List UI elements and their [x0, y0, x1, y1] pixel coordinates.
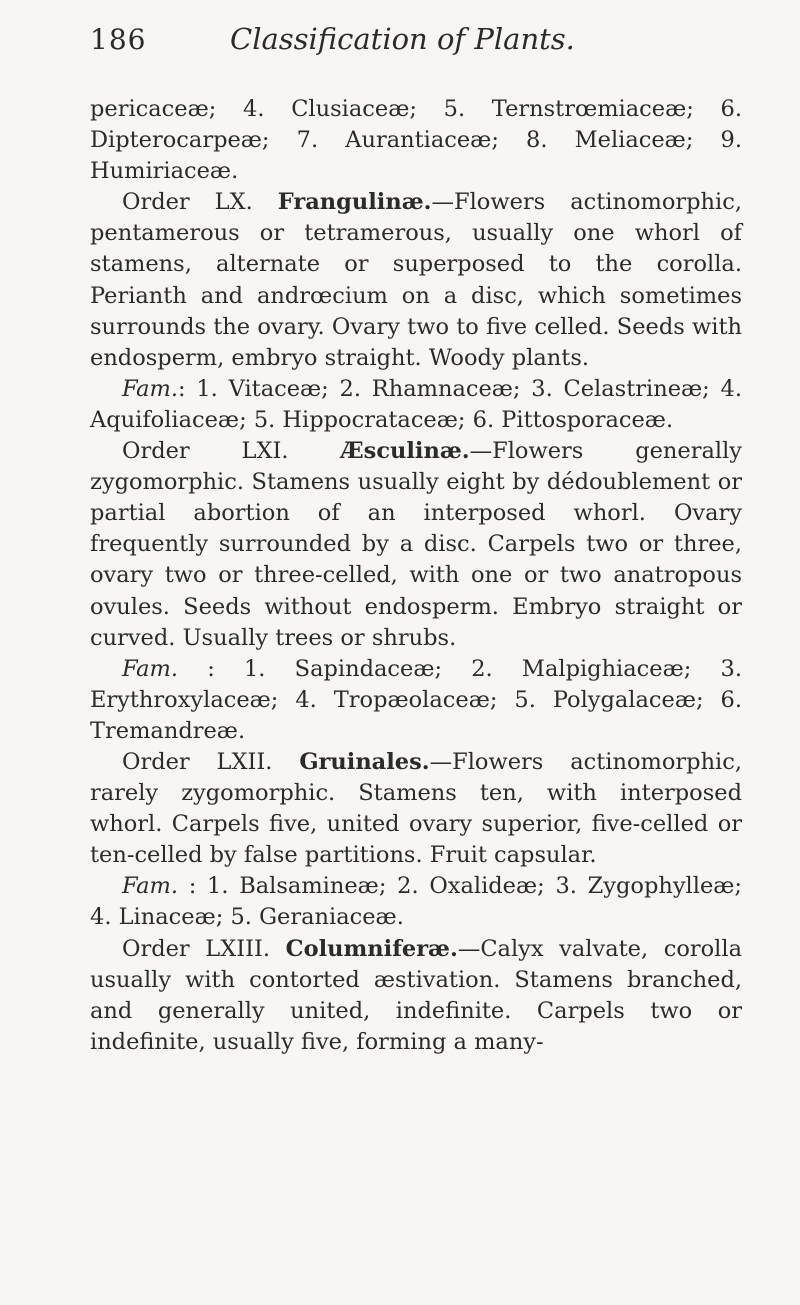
families-list: : 1. Vitaceæ; 2. Rhamnaceæ; 3. Celastrineæ; 4. Aquifoliaceæ; 5. Hippocrataceæ; 6. Pittosporaceæ.: [90, 375, 742, 433]
paragraph-text: pericaceæ; 4. Clusiaceæ; 5. Ternstrœmiaceæ; 6. Dipterocarpeæ; 7. Aurantiaceæ; 8. Meliaceæ; 9. Humiriaceæ.: [90, 96, 742, 185]
order-label: Order LXIII.: [122, 935, 271, 962]
families-label: Fam.: [122, 873, 178, 900]
paragraph-order-lxii: [90, 747, 742, 871]
order-description: —Flowers actinomorphic, rarely zygomorphic. Stamens ten, with interposed whorl. Carpels five, united ovary superior, five-celled or ten-celled by false partitions. Fruit capsular.: [90, 748, 743, 869]
order-name: Columniferæ.: [285, 935, 458, 962]
paragraph-order-lxi: [90, 436, 742, 654]
order-label: Order LXI.: [122, 438, 289, 465]
paragraph-continuation: [90, 94, 742, 187]
order-description: —Calyx valvate, corolla usually with contorted æstivation. Stamens branched, and generally united, indefinite. Carpels two or indefinite, usually five, forming a many-: [90, 935, 742, 1055]
paragraph-order-lxiii: [90, 934, 742, 1058]
body-text: [90, 94, 742, 1058]
order-label: Order LX.: [122, 189, 253, 216]
order-description: —Flowers generally zygomorphic. Stamens usually eight by dédoublement or partial abortion of an interposed whorl. Ovary frequently surrounded by a disc. Carpels two or three, ovary two or three-celled, with one or two anatropous ovules. Seeds without endosperm. Embryo straight or curved. Usually trees or shrubs.: [90, 438, 743, 651]
paragraph-families-lxi: [90, 654, 742, 747]
page-number: 186: [90, 23, 147, 56]
order-name: Frangulinæ.: [277, 189, 432, 216]
paragraph-families-lx: [90, 374, 742, 436]
families-list: : 1. Balsamineæ; 2. Oxalideæ; 3. Zygophylleæ; 4. Linaceæ; 5. Geraniaceæ.: [90, 873, 742, 931]
running-title: Classification of Plants.: [230, 22, 575, 56]
families-label: Fam.: [122, 655, 178, 682]
families-list: : 1. Sapindaceæ; 2. Malpighiaceæ; 3. Erythroxylaceæ; 4. Tropæolaceæ; 5. Polygalaceæ; 6. Tremandreæ.: [90, 655, 742, 744]
order-label: Order LXII.: [122, 748, 273, 775]
paragraph-order-lx: [90, 187, 742, 374]
order-description: —Flowers actinomorphic, pentamerous or tetramerous, usually one whorl of stamens, alternate or superposed to the corolla. Perianth and andrœcium on a disc, which sometimes surrounds the ovary. Ovary two to five celled. Seeds with endosperm, embryo straight. Woody plants.: [90, 189, 742, 371]
order-name: Gruinales.: [299, 748, 430, 775]
page-header: [90, 22, 742, 70]
families-label: Fam.: [122, 375, 178, 402]
order-name: Æsculinæ.: [340, 438, 470, 465]
paragraph-families-lxii: [90, 871, 742, 933]
